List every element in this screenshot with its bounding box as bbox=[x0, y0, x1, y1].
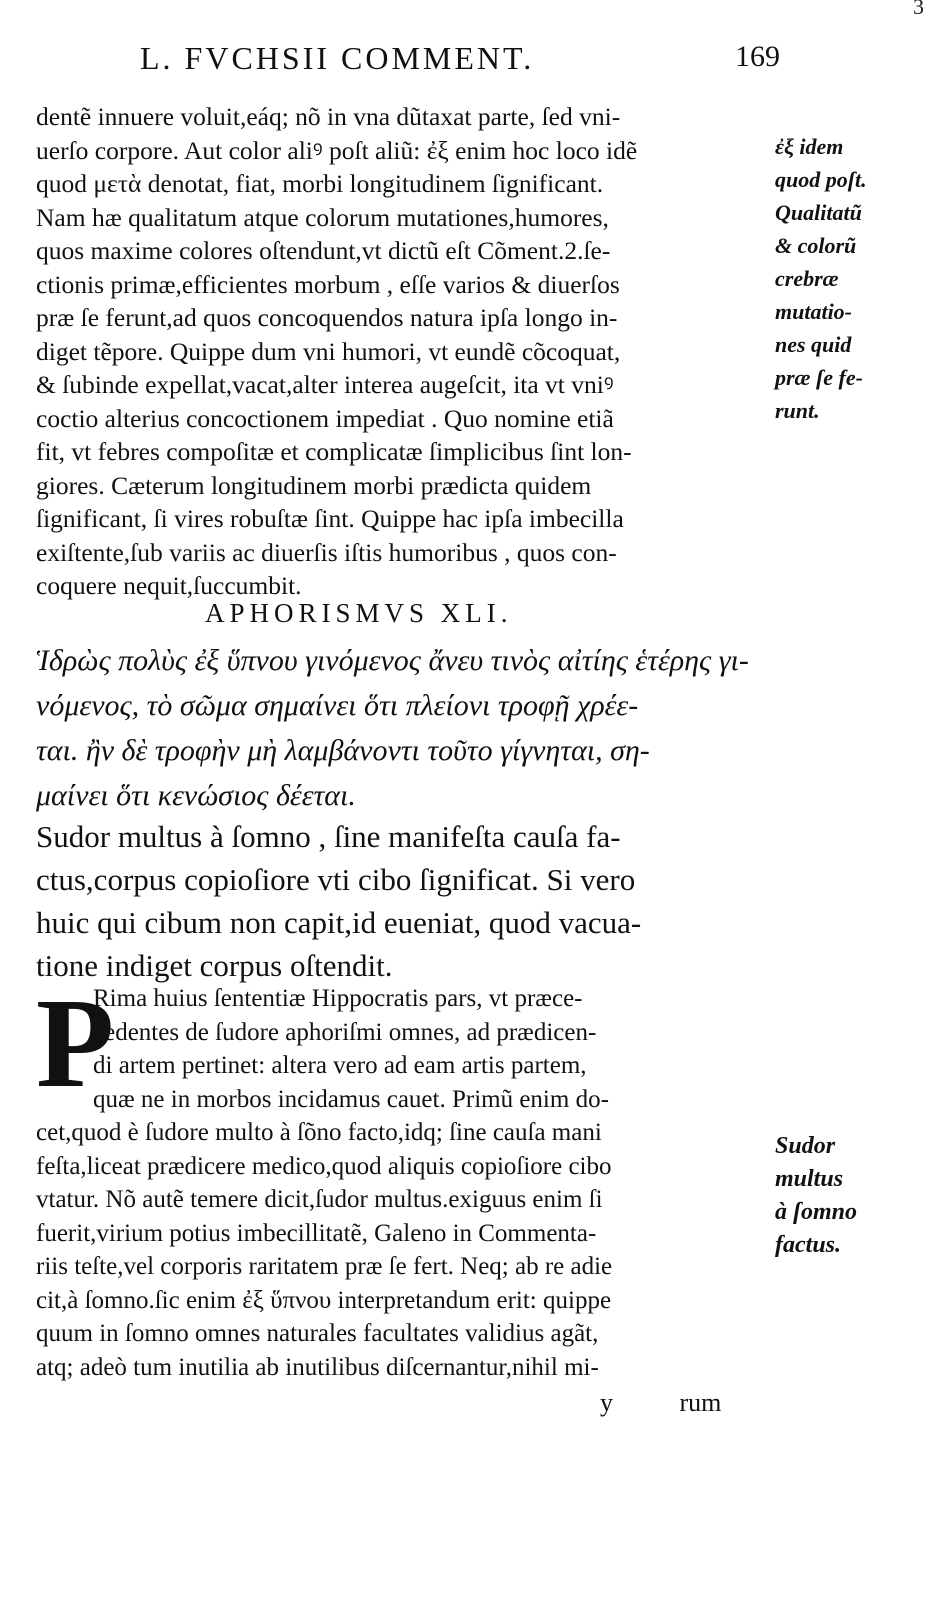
margin-line: multus bbox=[775, 1166, 844, 1192]
margin-line: mutatio- bbox=[775, 299, 853, 324]
greek-line: ται. ἢν δὲ τροφὴν μὴ λαμβάνοντι τοῦτο γίγνηται, ση- bbox=[36, 734, 650, 767]
text-line: cet,quod è ſudore multo à ſõno facto,idq; ſine cauſa mani bbox=[36, 1119, 602, 1146]
signature-mark: y bbox=[600, 1388, 613, 1417]
commentary-block-1 bbox=[36, 100, 766, 603]
margin-line: præ ſe fe- bbox=[775, 365, 863, 390]
latin-aphorism bbox=[36, 815, 766, 987]
page-number: 169 bbox=[735, 40, 780, 73]
latin-line: huic qui cibum non capit,id eueniat, quod vacua- bbox=[36, 905, 642, 940]
text-line: atq; adeò tum inutilia ab inutilibus diſcernantur,nihil mi- bbox=[36, 1353, 599, 1381]
catchwords bbox=[600, 1388, 781, 1418]
text-line: quum in ſomno omnes naturales facultates validius agãt, bbox=[36, 1320, 599, 1347]
text-line: ctionis primæ,efficientes morbum , eſſe varios & diuerſos bbox=[36, 269, 620, 299]
margin-line: & colorũ bbox=[775, 233, 857, 258]
corner-mark: 3 bbox=[913, 0, 924, 19]
text-line: dentẽ innuere voluit,eáq; nõ in vna dũtaxat parte, ſed vni- bbox=[36, 102, 621, 131]
text-line: quod μετὰ denotat, fiat, morbi longitudinem ſignificant. bbox=[36, 169, 604, 198]
text-line: di artem pertinet: altera vero ad eam artis partem, bbox=[93, 1052, 587, 1079]
margin-note-1 bbox=[775, 130, 925, 427]
margin-line: crebræ bbox=[775, 266, 839, 291]
text-line: vtatur. Nõ autẽ temere dicit,ſudor multus.exiguus enim ſi bbox=[36, 1186, 603, 1213]
margin-line: factus. bbox=[775, 1232, 841, 1258]
margin-line: Sudor bbox=[775, 1133, 836, 1159]
text-line: cit,à ſomno.ſic enim ἐξ ὕπνου interpretandum erit: quippe bbox=[36, 1286, 612, 1314]
text-line: giores. Cæterum longitudinem morbi prædicta quidem bbox=[36, 470, 592, 500]
text-line: coctio alterius concoctionem impediat . Quo nomine etiã bbox=[36, 403, 614, 433]
text-line: cedentes de ſudore aphoriſmi omnes, ad prædicen- bbox=[93, 1018, 597, 1046]
margin-line: à ſomno bbox=[775, 1199, 858, 1225]
text-line: diget tẽpore. Quippe dum vni humori, vt eundẽ cõcoquat, bbox=[36, 336, 621, 366]
text-line: Nam hæ qualitatum atque colorum mutationes,humores, bbox=[36, 202, 609, 232]
margin-line: Qualitatũ bbox=[775, 200, 862, 225]
drop-cap: P bbox=[36, 972, 115, 1114]
text-line: coquere nequit,ſuccumbit. bbox=[36, 571, 302, 600]
text-line: quæ ne in morbos incidamus cauet. Primũ enim do- bbox=[93, 1085, 609, 1113]
text-line: exiſtente,ſub variis ac diuerſis iſtis humoribus , quos con- bbox=[36, 537, 617, 567]
margin-line: quod poſt. bbox=[775, 167, 867, 192]
text-line: feſta,liceat prædicere medico,quod aliquis copioſiore cibo bbox=[36, 1152, 612, 1180]
catchword: rum bbox=[679, 1388, 722, 1417]
text-line: quos maxime colores oſtendunt,vt dictũ eſt Cõment.2.ſe- bbox=[36, 236, 611, 265]
running-head bbox=[140, 40, 780, 80]
text-line: & ſubinde expellat,vacat,alter interea augeſcit, ita vt vniꝰ bbox=[36, 370, 614, 399]
text-line: Rima huius ſententiæ Hippocratis pars, vt præce- bbox=[93, 985, 583, 1012]
text-line: fit, vt febres compoſitæ et complicatæ ſimplicibus ſint lon- bbox=[36, 437, 632, 466]
greek-aphorism bbox=[36, 638, 766, 818]
text-line: riis teſte,vel corporis raritatem præ ſe fert. Neq; ab re adie bbox=[36, 1253, 613, 1280]
margin-line: ἐξ idem bbox=[775, 134, 844, 159]
greek-line: Ἱδρὼς πολὺς ἐξ ὕπνου γινόμενος ἄνευ τινὸς αἰτίης ἑτέρης γι- bbox=[36, 644, 749, 677]
text-line: uerſo corpore. Aut color aliꝰ poſt aliũ: ἐξ enim hoc loco idẽ bbox=[36, 135, 638, 165]
text-line: fuerit,virium potius imbecillitatẽ, Galeno in Commenta- bbox=[36, 1219, 597, 1247]
latin-line: tione indiget corpus oſtendit. bbox=[36, 948, 393, 983]
margin-line: runt. bbox=[775, 398, 820, 423]
latin-line: Sudor multus à ſomno , ſine manifeſta cauſa fa- bbox=[36, 819, 621, 854]
text-line: ſignificant, ſi vires robuſtæ ſint. Quippe hac ipſa imbecilla bbox=[36, 504, 624, 533]
text-line: præ ſe ferunt,ad quos concoquendos natura ipſa longo in- bbox=[36, 303, 618, 332]
margin-line: nes quid bbox=[775, 332, 852, 357]
margin-note-2 bbox=[775, 1130, 925, 1262]
running-head-title: L. FVCHSII COMMENT. bbox=[140, 40, 535, 76]
aphorism-heading: APHORISMVS XLI. bbox=[205, 598, 513, 628]
latin-line: ctus,corpus copioſiore vti cibo ſignificat. Si vero bbox=[36, 862, 636, 897]
greek-line: μαίνει ὅτι κενώσιος δέεται. bbox=[36, 779, 356, 812]
commentary-block-2 bbox=[36, 972, 766, 1384]
greek-line: νόμενος, τὸ σῶμα σημαίνει ὅτι πλείονι τροφῇ χρέε- bbox=[36, 689, 639, 722]
